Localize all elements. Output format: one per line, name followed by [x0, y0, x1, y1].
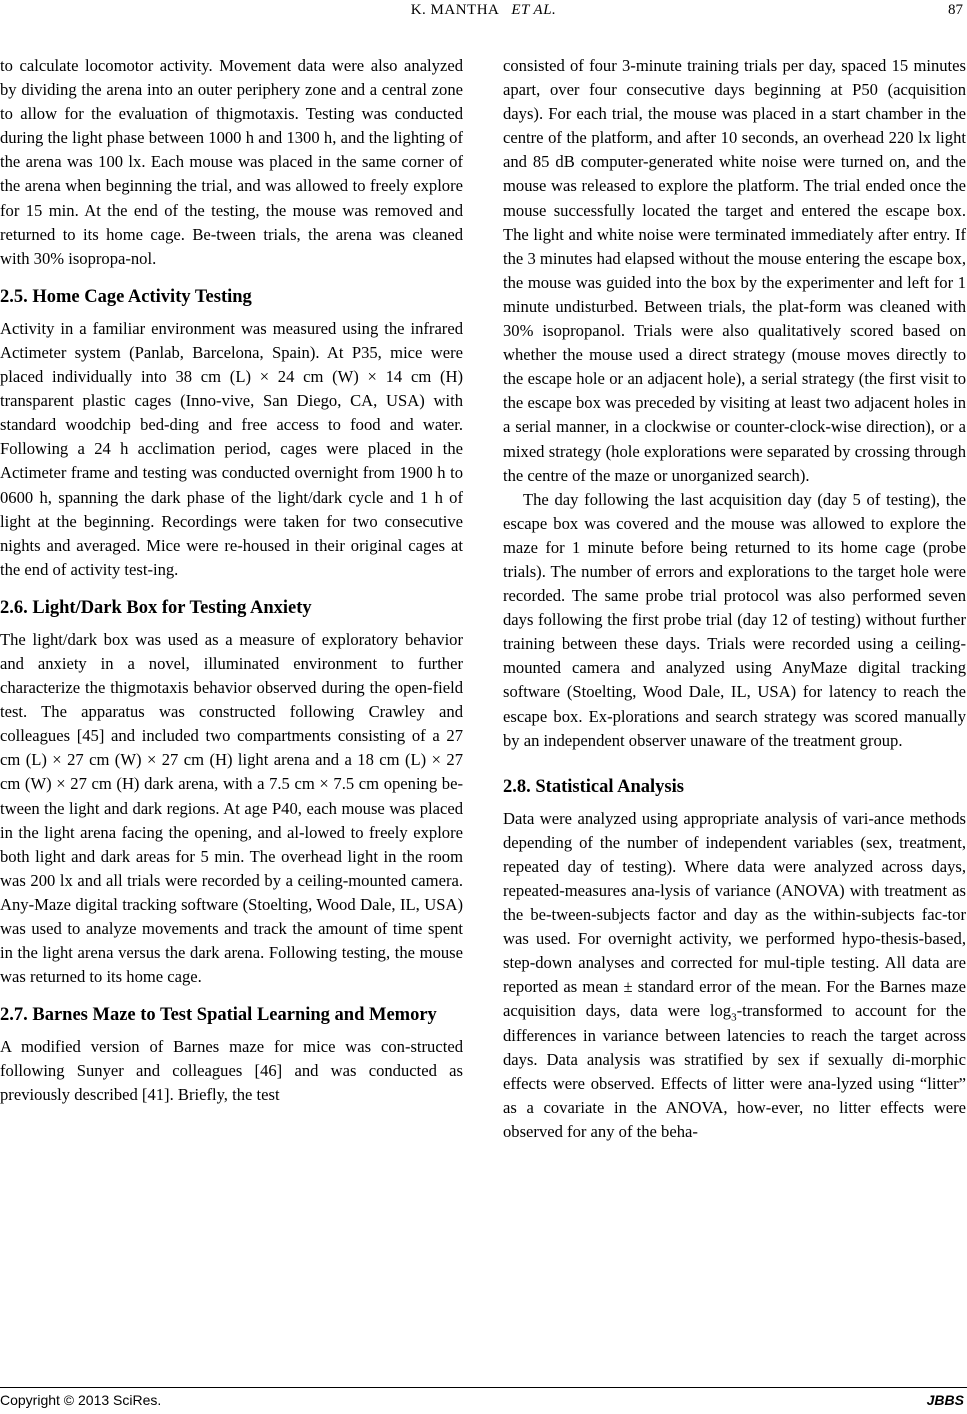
- footer-rule: [0, 1387, 967, 1388]
- stats-text-part-b: -transformed to account for the differences in variance between latencies to reach the target across days. Data analysis was stratified by sex if sexually di-morphic effects were observed. Effects of litter were ana-lyzed using “litter” as a covariate in the ANOVA, how-ever, no litter effects were observed for any of the beha-: [503, 1001, 967, 1141]
- paragraph-probe-trials: The day following the last acquisition day (day 5 of testing), the escape box was covered and the mouse was allowed to explore the maze for 1 minute before being returned to its home cage (probe trials). The number of errors and explorations to the target hole were recorded. The same probe trial protocol was also performed seven days following the first probe trial (day 12 of testing) without further training between these days. Trials were recorded using a ceiling-mounted camera and analyzed using AnyMaze digital tracking software (Stoelting, Wood Dale, IL, USA) for latency to reach the escape box. Ex-plorations and search strategy was scored manually by an independent observer unaware of the treatment group.: [503, 489, 966, 750]
- running-head: [0, 2, 967, 19]
- log-base-subscript: 3: [731, 1011, 737, 1024]
- section-heading-2-8: 2.8. Statistical Analysis: [503, 776, 684, 797]
- running-head-etal: ET AL.: [511, 2, 557, 18]
- paragraph-open-field-continued: to calculate locomotor activity. Movement data were also analyzed by dividing the arena into an outer periphery zone and a central zone to allow for the evaluation of thigmotaxis. Testing was conducted during the light phase between 1000 h and 1300 h, and the lighting of the arena was 100 lx. Each mouse was placed in the same corner of the arena when beginning the trial, and was allowed to freely explore for 15 min. At the end of the testing, the mouse was removed and returned to its home cage. Be-tween trials, the arena was cleaned with 30% isopropa-nol.: [0, 56, 463, 268]
- running-head-authors: K. MANTHA: [410, 2, 499, 18]
- section-heading-2-5: 2.5. Home Cage Activity Testing: [0, 286, 252, 307]
- right-column: [503, 54, 966, 1144]
- paragraph-statistical-analysis: [503, 807, 966, 1144]
- footer-copyright: Copyright © 2013 SciRes.: [0, 1392, 162, 1408]
- paragraph-light-dark-box: The light/dark box was used as a measure of exploratory behavior and anxiety in a novel, illuminated environment to further characterize the thigmotaxis behavior observed during the open-field test. The apparatus was constructed following Crawley and colleagues [45] and included two compartments consisting of a 27 cm (L) × 27 cm (W) × 27 cm (H) light arena and a 18 cm (L) × 27 cm (W) × 27 cm (H) dark arena, with a 7.5 cm × 7.5 cm opening be-tween the light and dark regions. At age P40, each mouse was placed in the light arena facing the opening, and al-lowed to freely explore both light and dark areas for 5 min. The overhead light in the room was 200 lx and all trials were recorded by a ceiling-mounted camera. Any-Maze digital tracking software (Stoelting, Wood Dale, IL, USA) was used to analyze movements and track the amount of time spent in the light arena versus the dark arena. Following testing, the mouse was returned to its home cage.: [0, 629, 463, 987]
- left-column: [0, 54, 463, 1108]
- footer-journal: JBBS: [926, 1392, 964, 1408]
- paragraph-home-cage: Activity in a familiar environment was measured using the infrared Actimeter system (Panlab, Barcelona, Spain). At P35, mice were placed individually into 38 cm (L) × 24 cm (W) × 14 cm (H) transparent plastic cages (Inno-vive, San Diego, CA, USA) with standard woodchip bed-ding and free access to food and water. Following a 24 h acclimation period, cages were placed in the Actimeter frame and testing was conducted overnight from 1900 h to 0600 h, spanning the dark phase of the light/dark cycle and 1 h of light at the beginning. Recordings were taken for two consecutive nights and averaged. Mice were re-housed in their original cages at the end of activity test-ing.: [0, 318, 463, 579]
- section-heading-2-6: 2.6. Light/Dark Box for Testing Anxiety: [0, 597, 312, 618]
- stats-text-part-a: Data were analyzed using appropriate analysis of vari-ance methods depending of the number of independent variables (sex, treatment, repeated day of testing). Where data were analyzed across days, repeated-measures ana-lysis of variance (ANOVA) with treatment as the be-tween-subjects factor and day as the within-subjects fac-tor was used. For overnight activity, we performed hypo-thesis-based, step-down analyses and corrected for mul-tiple testing. All data are reported as mean ± standard error of the mean. For the Barnes maze acquisition days, data were log: [503, 808, 966, 1021]
- section-heading-2-7: 2.7. Barnes Maze to Test Spatial Learning and Memory: [0, 1005, 437, 1026]
- page-header: [0, 0, 967, 30]
- paragraph-barnes-training: consisted of four 3-minute training trials per day, spaced 15 minutes apart, over four consecutive days beginning at P50 (acquisition days). For each trial, the mouse was placed in a start chamber in the centre of the platform, and after 10 seconds, an overhead 220 lx light and 85 dB computer-generated white noise were turned on, and the mouse was released to explore the platform. The trial ended once the mouse successfully located the target and entered the escape box. The light and white noise were terminated immediately after entry. If the 3 minutes had elapsed without the mouse entering the escape box, the mouse was guided into the box by the experimenter and left for 1 minute undisturbed. Between trials, the plat-form was cleaned with 30% isopropanol. Trials were also qualitatively scored based on whether the mouse used a direct strategy (mouse moves directly to the escape hole or an adjacent hole), a serial strategy (the first visit to the escape box was preceded by visiting at least two adjacent holes in a serial manner, in a clockwise or counter-clock-wise direction), or a mixed strategy (hole explorations were separated by crossing through the centre of the maze or unorganized search).: [503, 56, 966, 485]
- paragraph-barnes-maze: A modified version of Barnes maze for mice was con-structed following Sunyer and colleagues [46] and was conducted as previously described [41]. Briefly, the test: [0, 1037, 463, 1105]
- page-number: 87: [948, 2, 963, 18]
